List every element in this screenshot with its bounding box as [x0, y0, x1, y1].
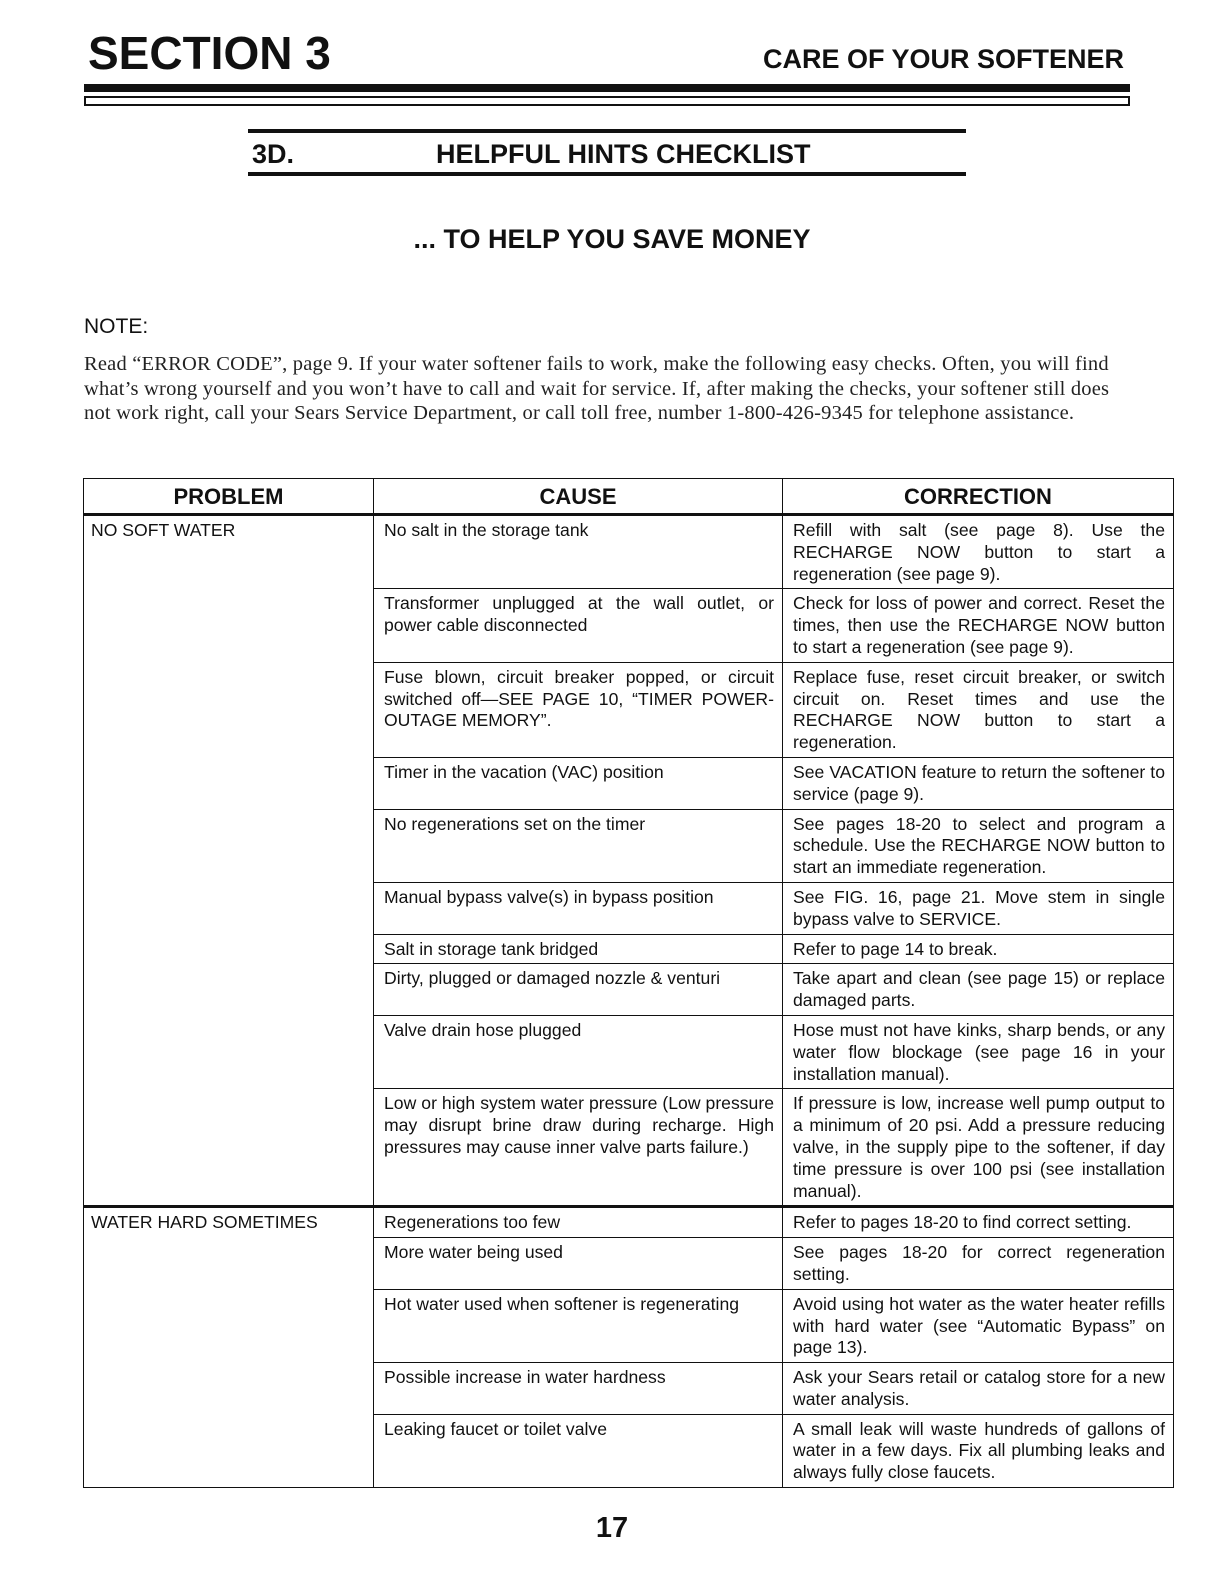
- correction-cell: See pages 18-20 to select and program a schedule. Use the RECHARGE NOW button to start an immediate regeneration.: [783, 809, 1174, 882]
- cause-cell: Transformer unplugged at the wall outlet, or power cable disconnected: [374, 589, 783, 662]
- table-row: [84, 1207, 1174, 1238]
- hints-table: [83, 478, 1174, 1488]
- problem-cell: NO SOFT WATER: [84, 515, 374, 1207]
- correction-cell: Take apart and clean (see page 15) or replace damaged parts.: [783, 964, 1174, 1016]
- cause-cell: Dirty, plugged or damaged nozzle & venturi: [374, 964, 783, 1016]
- correction-cell: See FIG. 16, page 21. Move stem in single bypass valve to SERVICE.: [783, 882, 1174, 934]
- correction-cell: Refer to pages 18-20 to find correct setting.: [783, 1207, 1174, 1238]
- column-header-correction: CORRECTION: [783, 479, 1174, 515]
- cause-cell: Manual bypass valve(s) in bypass position: [374, 882, 783, 934]
- heading-rule-top: [248, 129, 966, 133]
- correction-cell: Refer to page 14 to break.: [783, 934, 1174, 964]
- cause-cell: No regenerations set on the timer: [374, 809, 783, 882]
- cause-cell: Valve drain hose plugged: [374, 1015, 783, 1088]
- note-text: Read “ERROR CODE”, page 9. If your water softener fails to work, make the following easy checks. Often, you will find what’s wrong yourself and you won’t have to call and wait for service. If, after making the checks, your softener still does not work right, call your Sears Service Department, or call toll free, number 1-800-426-9345 for telephone assistance.: [84, 353, 1110, 424]
- correction-cell: Check for loss of power and correct. Reset the times, then use the RECHARGE NOW button to start a regeneration (see page 9).: [783, 589, 1174, 662]
- cause-cell: Leaking faucet or toilet valve: [374, 1414, 783, 1487]
- correction-cell: A small leak will waste hundreds of gallons of water in a few days. Fix all plumbing leaks and always fully close faucets.: [783, 1414, 1174, 1487]
- correction-cell: Hose must not have kinks, sharp bends, or any water flow blockage (see page 16 in your installation manual).: [783, 1015, 1174, 1088]
- heading-rule-bottom: [248, 172, 966, 176]
- correction-cell: Refill with salt (see page 8). Use the RECHARGE NOW button to start a regeneration (see page 9).: [783, 515, 1174, 589]
- problem-cell: WATER HARD SOMETIMES: [84, 1207, 374, 1488]
- page-number: 17: [595, 1512, 629, 1544]
- cause-cell: Regenerations too few: [374, 1207, 783, 1238]
- heading-number: 3D.: [252, 139, 295, 169]
- correction-cell: If pressure is low, increase well pump output to a minimum of 20 psi. Add a pressure reducing valve, in the supply pipe to the softener, if day time pressure is over 100 psi (see installation manual).: [783, 1089, 1174, 1207]
- cause-cell: No salt in the storage tank: [374, 515, 783, 589]
- correction-cell: See pages 18-20 for correct regeneration setting.: [783, 1238, 1174, 1290]
- tagline: ... TO HELP YOU SAVE MONEY: [413, 224, 811, 254]
- cause-cell: Low or high system water pressure (Low pressure may disrupt brine draw during recharge. High pressures may cause inner valve parts failure.): [374, 1089, 783, 1207]
- cause-cell: Hot water used when softener is regenerating: [374, 1289, 783, 1362]
- cause-cell: Fuse blown, circuit breaker popped, or circuit switched off—SEE PAGE 10, “TIMER POWER-OUTAGE MEMORY”.: [374, 662, 783, 757]
- cause-cell: Salt in storage tank bridged: [374, 934, 783, 964]
- header-rule-thick: [84, 84, 1130, 92]
- cause-cell: Possible increase in water hardness: [374, 1363, 783, 1415]
- correction-cell: Avoid using hot water as the water heater refills with hard water (see “Automatic Bypass” on page 13).: [783, 1289, 1174, 1362]
- correction-cell: Replace fuse, reset circuit breaker, or switch circuit on. Reset times and use the RECHARGE NOW button to start a regeneration.: [783, 662, 1174, 757]
- header-rule-box: [84, 96, 1130, 106]
- cause-cell: Timer in the vacation (VAC) position: [374, 757, 783, 809]
- correction-cell: See VACATION feature to return the softener to service (page 9).: [783, 757, 1174, 809]
- note-label: NOTE:: [84, 315, 149, 338]
- section-title: SECTION 3: [88, 27, 331, 79]
- heading-title: HELPFUL HINTS CHECKLIST: [436, 139, 811, 169]
- correction-cell: Ask your Sears retail or catalog store for a new water analysis.: [783, 1363, 1174, 1415]
- table-row: [84, 515, 1174, 589]
- table-header-row: [84, 479, 1174, 515]
- column-header-cause: CAUSE: [374, 479, 783, 515]
- column-header-problem: PROBLEM: [84, 479, 374, 515]
- cause-cell: More water being used: [374, 1238, 783, 1290]
- table-body: [84, 515, 1174, 1488]
- section-subtitle: CARE OF YOUR SOFTENER: [762, 44, 1124, 74]
